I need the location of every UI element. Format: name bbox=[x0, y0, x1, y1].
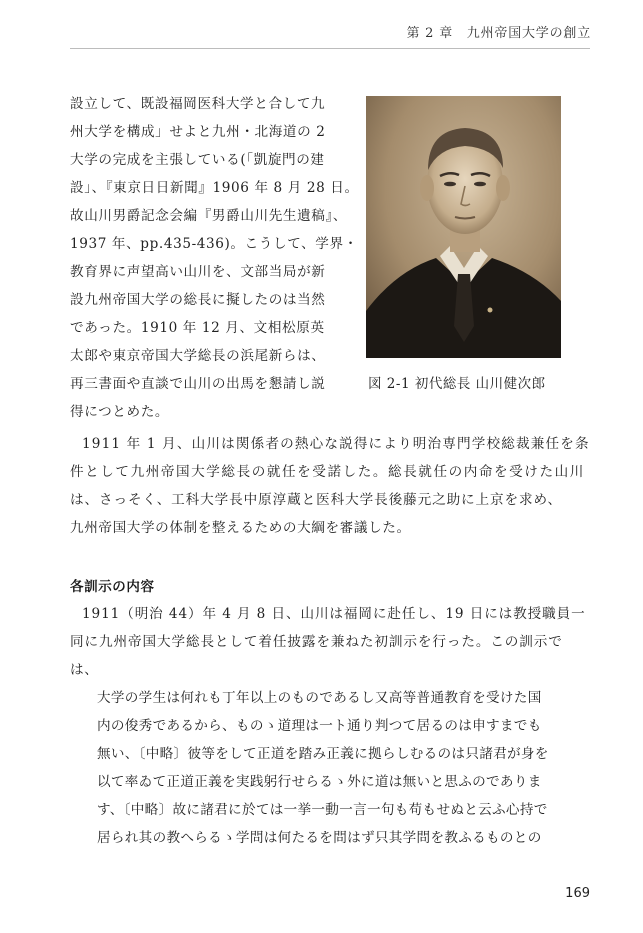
text-line: であった。1910 年 12 月、文相松原英 bbox=[70, 320, 325, 336]
text-line: 1911（明治 44）年 4 月 8 日、山川は福岡に赴任し、19 日には教授職員一 bbox=[82, 606, 586, 622]
text-line: 太郎や東京帝国大学総長の浜尾新らは、 bbox=[70, 348, 326, 364]
quote-line: 内の俊秀であるから、ものゝ道理は一ト通り判つて居るのは申すまでも bbox=[97, 718, 542, 734]
quote-line: 以て率ゐて正道正義を実践躬行せらるゝ外に道は無いと思ふのでありま bbox=[97, 774, 542, 790]
portrait-image bbox=[366, 96, 561, 358]
text-line: 得につとめた。 bbox=[70, 404, 170, 420]
figure-caption: 図 2-1 初代総長 山川健次郎 bbox=[368, 376, 546, 392]
text-line: 設九州帝国大学の総長に擬したのは当然 bbox=[70, 292, 326, 308]
quote-line: 無い、〔中略〕彼等をして正道を踏み正義に拠らしむるのは只諸君が身を bbox=[97, 746, 549, 762]
text-line: 九州帝国大学の体制を整えるための大綱を審議した。 bbox=[70, 520, 411, 536]
quote-line: 大学の学生は何れも丁年以上のものであるし又高等普通教育を受けた国 bbox=[97, 690, 542, 706]
text-line: 同に九州帝国大学総長として着任披露を兼ねた初訓示を行った。この訓示で bbox=[70, 634, 563, 650]
text-line: 再三書面や直談で山川の出馬を懇請し説 bbox=[70, 376, 326, 392]
page-number: 169 bbox=[565, 886, 590, 901]
text-line: は、 bbox=[70, 662, 99, 678]
header-rule bbox=[70, 48, 590, 49]
text-line: 州大学を構成」せよと九州・北海道の 2 bbox=[70, 124, 326, 140]
text-line: 1937 年、pp.435-436)。こうして、学界・ bbox=[70, 236, 358, 252]
text-line: は、さっそく、工科大学長中原淳蔵と医科大学長後藤元之助に上京を求め、 bbox=[70, 492, 562, 508]
text-line: 件として九州帝国大学総長の就任を受諾した。総長就任の内命を受けた山川 bbox=[70, 464, 585, 480]
quote-line: す、〔中略〕故に諸君に於ては一挙一動一言一句も苟もせぬと云ふ心持で bbox=[97, 802, 548, 818]
text-line: 設立して、既設福岡医科大学と合して九 bbox=[70, 96, 326, 112]
text-line: 故山川男爵記念会編『男爵山川先生遺稿』、 bbox=[70, 208, 348, 224]
text-line: 教育界に声望高い山川を、文部当局が新 bbox=[70, 264, 326, 280]
quote-line: 居られ其の教へらるゝ学問は何たるを問はず只其学問を教ふるものとの bbox=[97, 830, 542, 846]
text-line: 設」、『東京日日新聞』1906 年 8 月 28 日。 bbox=[70, 180, 359, 196]
text-line: 大学の完成を主張している(「凱旋門の建 bbox=[70, 152, 325, 168]
text-line: 1911 年 1 月、山川は関係者の熱心な説得により明治専門学校総裁兼任を条 bbox=[82, 436, 590, 452]
portrait-photo bbox=[366, 96, 561, 358]
section-heading: 各訓示の内容 bbox=[70, 579, 155, 595]
running-header: 第 2 章 九州帝国大学の創立 bbox=[406, 26, 591, 41]
